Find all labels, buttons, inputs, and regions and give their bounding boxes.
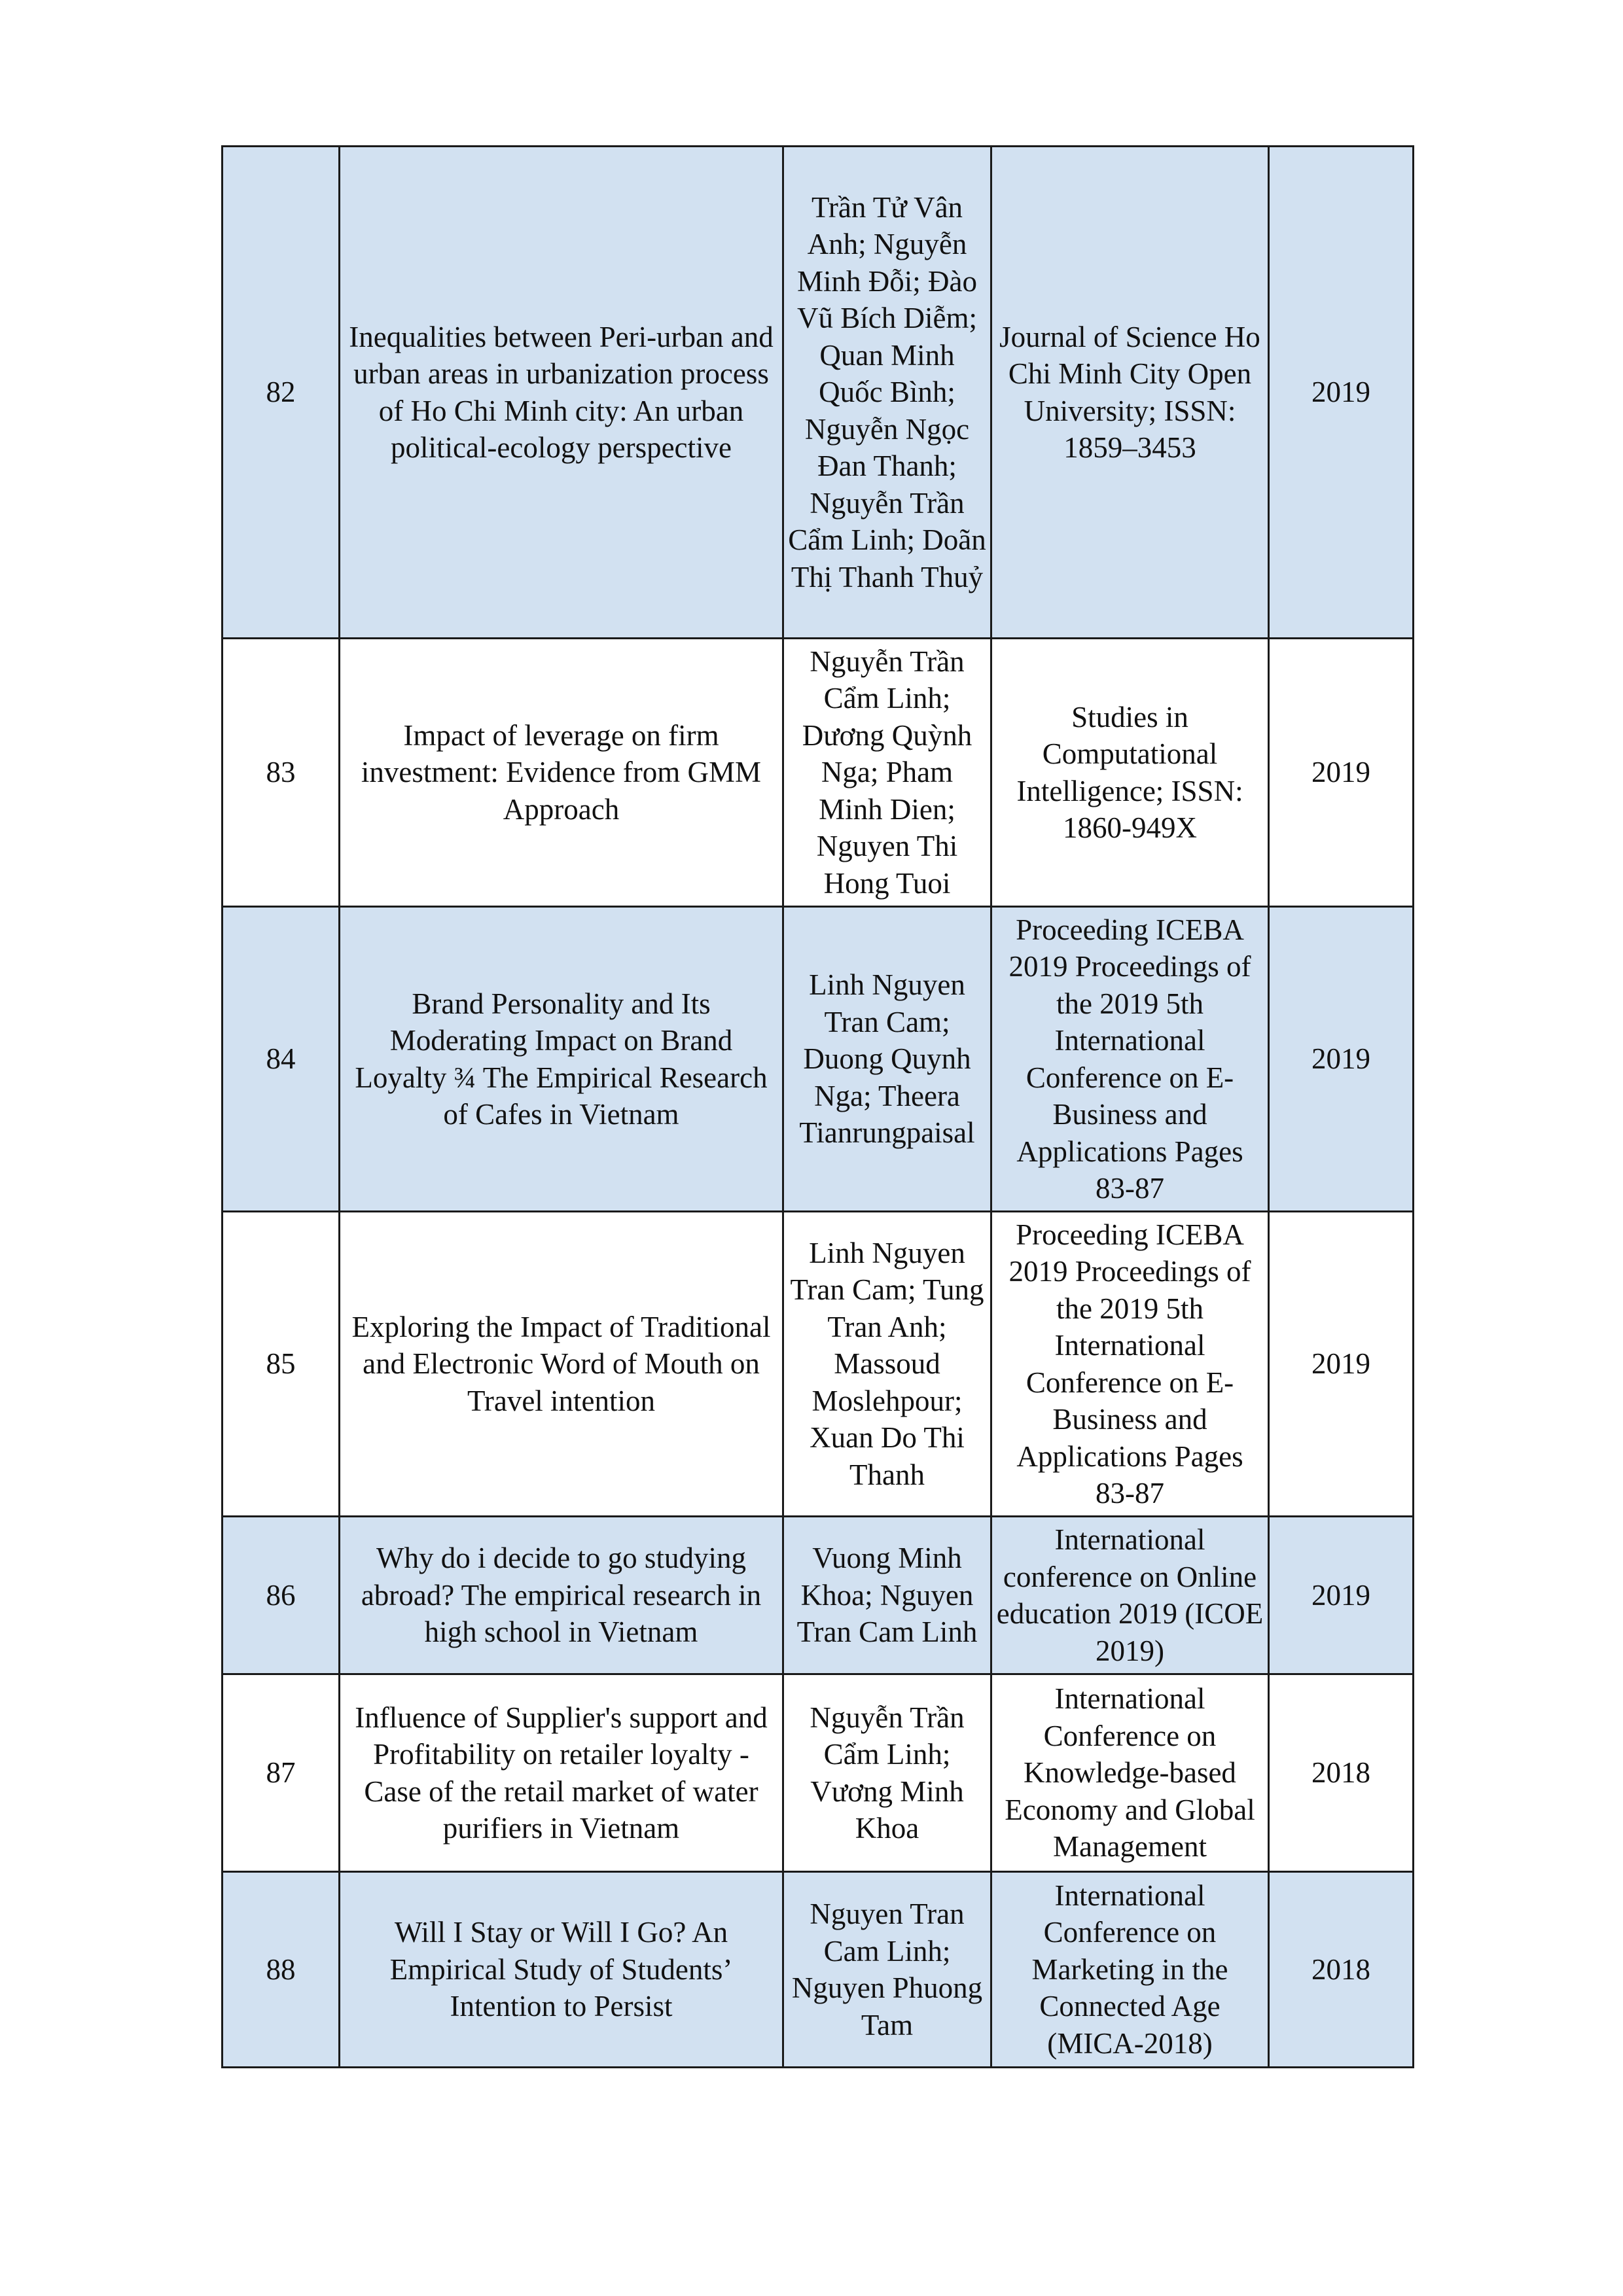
publication-authors: Nguyễn Trần Cẩm Linh; Vương Minh Khoa	[783, 1674, 991, 1872]
publication-authors: Vuong Minh Khoa; Nguyen Tran Cam Linh	[783, 1517, 991, 1674]
row-number: 83	[223, 639, 340, 907]
publication-year: 2019	[1269, 1212, 1414, 1517]
publication-venue: Proceeding ICEBA 2019 Proceedings of the 2019 5th International Conference on E-Business and Applications Pages 83-87	[991, 1212, 1269, 1517]
publication-venue: Journal of Science Ho Chi Minh City Open University; ISSN: 1859–3453	[991, 147, 1269, 639]
publication-title: Why do i decide to go studying abroad? The empirical research in high school in Vietnam	[340, 1517, 783, 1674]
table-row	[223, 1517, 1414, 1674]
publication-year: 2019	[1269, 907, 1414, 1212]
row-number: 88	[223, 1872, 340, 2068]
row-number: 86	[223, 1517, 340, 1674]
publication-venue: International Conference on Marketing in the Connected Age (MICA-2018)	[991, 1872, 1269, 2068]
publication-title: Influence of Supplier's support and Profitability on retailer loyalty - Case of the retail market of water purifiers in Vietnam	[340, 1674, 783, 1872]
publication-year: 2018	[1269, 1674, 1414, 1872]
row-number: 84	[223, 907, 340, 1212]
row-number: 82	[223, 147, 340, 639]
table-row	[223, 1674, 1414, 1872]
publication-title: Will I Stay or Will I Go? An Empirical Study of Students’ Intention to Persist	[340, 1872, 783, 2068]
table-row	[223, 1212, 1414, 1517]
publication-year: 2019	[1269, 1517, 1414, 1674]
publication-year: 2019	[1269, 639, 1414, 907]
row-number: 85	[223, 1212, 340, 1517]
publication-authors: Trần Tử Vân Anh; Nguyễn Minh Đỗi; Đào Vũ Bích Diễm; Quan Minh Quốc Bình; Nguyễn Ngọc Đan Thanh; Nguyễn Trần Cẩm Linh; Doãn Thị Thanh Thuỷ	[783, 147, 991, 639]
publication-venue: Studies in Computational Intelligence; ISSN: 1860-949X	[991, 639, 1269, 907]
row-number: 87	[223, 1674, 340, 1872]
publication-venue: International conference on Online education 2019 (ICOE 2019)	[991, 1517, 1269, 1674]
publication-year: 2018	[1269, 1872, 1414, 2068]
publication-venue: Proceeding ICEBA 2019 Proceedings of the 2019 5th International Conference on E-Business and Applications Pages 83-87	[991, 907, 1269, 1212]
publication-title: Inequalities between Peri-urban and urban areas in urbanization process of Ho Chi Minh city: An urban political-ecology perspective	[340, 147, 783, 639]
publication-title: Brand Personality and Its Moderating Impact on Brand Loyalty ¾ The Empirical Research of Cafes in Vietnam	[340, 907, 783, 1212]
publication-year: 2019	[1269, 147, 1414, 639]
publication-title: Exploring the Impact of Traditional and Electronic Word of Mouth on Travel intention	[340, 1212, 783, 1517]
table-row	[223, 1872, 1414, 2068]
publication-title: Impact of leverage on firm investment: Evidence from GMM Approach	[340, 639, 783, 907]
publications-table	[221, 145, 1414, 2068]
publication-authors: Linh Nguyen Tran Cam; Duong Quynh Nga; Theera Tianrungpaisal	[783, 907, 991, 1212]
publication-venue: International Conference on Knowledge-based Economy and Global Management	[991, 1674, 1269, 1872]
publication-authors: Nguyen Tran Cam Linh; Nguyen Phuong Tam	[783, 1872, 991, 2068]
table-row	[223, 639, 1414, 907]
publication-authors: Linh Nguyen Tran Cam; Tung Tran Anh; Massoud Moslehpour; Xuan Do Thi Thanh	[783, 1212, 991, 1517]
table-row	[223, 147, 1414, 639]
table-row	[223, 907, 1414, 1212]
publication-authors: Nguyễn Trần Cẩm Linh; Dương Quỳnh Nga; Pham Minh Dien; Nguyen Thi Hong Tuoi	[783, 639, 991, 907]
